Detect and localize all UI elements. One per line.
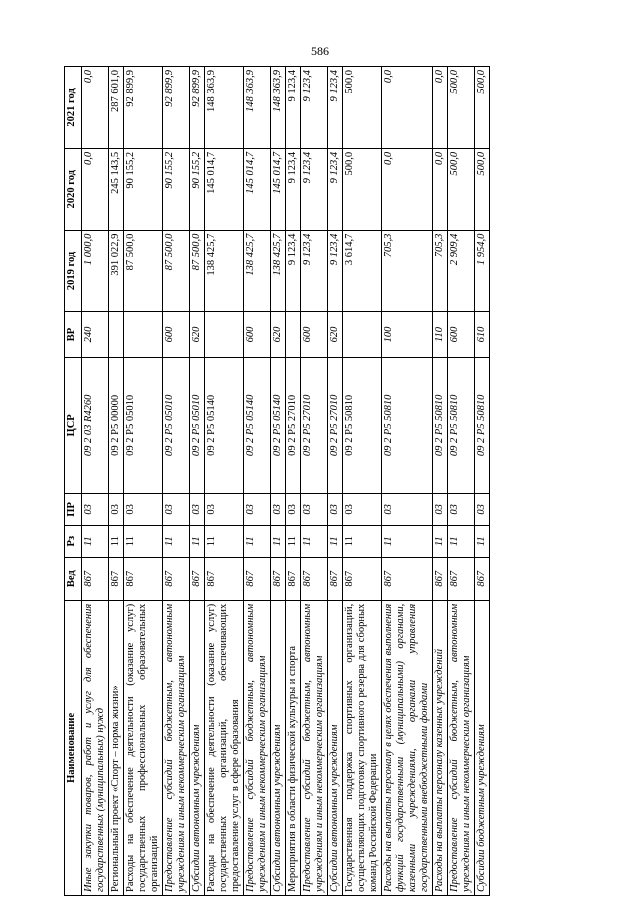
cell-y2021: 9 123,4 — [286, 67, 301, 149]
cell-y2021: 9 123,4 — [328, 67, 343, 149]
cell-rz: 11 — [343, 525, 382, 557]
cell-y2019: 87 500,0 — [124, 230, 163, 312]
table-row — [244, 67, 271, 896]
cell-pr: 03 — [328, 494, 343, 526]
cell-y2021: 287 601,0 — [109, 67, 124, 149]
cell-ved: 867 — [328, 557, 343, 600]
cell-y2019: 705,3 — [382, 230, 433, 312]
cell-vr: 620 — [328, 312, 343, 357]
cell-csr: 09 2 P5 00000 — [109, 357, 124, 493]
cell-vr — [205, 312, 244, 357]
header-vr: ВР — [65, 312, 82, 357]
cell-vr: 620 — [271, 312, 286, 357]
cell-y2020: 0,0 — [382, 148, 433, 230]
cell-pr: 03 — [475, 494, 490, 526]
cell-ved: 867 — [82, 557, 109, 600]
cell-y2019: 1 954,0 — [475, 230, 490, 312]
cell-rz: 11 — [301, 525, 328, 557]
cell-rz: 11 — [448, 525, 475, 557]
cell-csr: 09 2 P5 05010 — [124, 357, 163, 493]
table-row — [205, 67, 244, 896]
cell-y2020: 9 123,4 — [286, 148, 301, 230]
cell-rz: 11 — [124, 525, 163, 557]
cell-vr: 240 — [82, 312, 109, 357]
cell-name: Субсидии автономным учреждениям — [271, 600, 286, 895]
table-row — [343, 67, 382, 896]
cell-pr: 03 — [109, 494, 124, 526]
cell-pr: 03 — [190, 494, 205, 526]
cell-pr: 03 — [433, 494, 448, 526]
cell-name: Предоставление субсидий бюджетным, автономным учреждениям и иным некоммерческим организациям — [301, 600, 328, 895]
cell-y2021: 0,0 — [382, 67, 433, 149]
cell-y2020: 0,0 — [82, 148, 109, 230]
cell-y2019: 9 123,4 — [301, 230, 328, 312]
header-2020: 2020 год — [65, 148, 82, 230]
cell-y2020: 145 014,7 — [244, 148, 271, 230]
header-pr: ПР — [65, 494, 82, 526]
cell-y2021: 148 363,9 — [205, 67, 244, 149]
table-row — [124, 67, 163, 896]
cell-y2019: 705,3 — [433, 230, 448, 312]
cell-name: Предоставление субсидий бюджетным, автономным учреждениям и иным некоммерческим организациям — [448, 600, 475, 895]
header-ved: Вед — [65, 557, 82, 600]
table-row — [82, 67, 109, 896]
cell-ved: 867 — [205, 557, 244, 600]
header-2021: 2021 год — [65, 67, 82, 149]
cell-name: Расходы на выплаты персоналу в целях обеспечения выполнения функций государственными (муниципальными) органами, казенными учреждениями, органами управления государственными внебюджетными фондами — [382, 600, 433, 895]
header-2019: 2019 год — [65, 230, 82, 312]
cell-name: Предоставление субсидий бюджетным, автономным учреждениям и иным некоммерческим организациям — [244, 600, 271, 895]
cell-y2019: 87 500,0 — [190, 230, 205, 312]
cell-y2020: 500,0 — [448, 148, 475, 230]
table-row — [109, 67, 124, 896]
cell-ved: 867 — [448, 557, 475, 600]
cell-ved: 867 — [244, 557, 271, 600]
cell-y2019: 87 500,0 — [163, 230, 190, 312]
cell-pr: 03 — [343, 494, 382, 526]
cell-csr: 09 2 P5 50810 — [448, 357, 475, 493]
cell-rz: 11 — [271, 525, 286, 557]
cell-y2020: 245 143,5 — [109, 148, 124, 230]
cell-name: Субсидии автономным учреждениям — [190, 600, 205, 895]
cell-pr: 03 — [205, 494, 244, 526]
cell-csr: 09 2 P5 05140 — [205, 357, 244, 493]
rotated-table-wrapper — [64, 66, 569, 896]
cell-pr: 03 — [271, 494, 286, 526]
cell-y2021: 92 899,9 — [190, 67, 205, 149]
cell-y2020: 9 123,4 — [301, 148, 328, 230]
cell-y2020: 9 123,4 — [328, 148, 343, 230]
table-header-row — [65, 67, 82, 896]
cell-vr: 610 — [475, 312, 490, 357]
cell-csr: 09 2 03 R4260 — [82, 357, 109, 493]
header-csr: ЦСР — [65, 357, 82, 493]
cell-rz: 11 — [190, 525, 205, 557]
cell-ved: 867 — [271, 557, 286, 600]
budget-table — [64, 66, 490, 896]
cell-y2019: 138 425,7 — [205, 230, 244, 312]
cell-pr: 03 — [382, 494, 433, 526]
cell-name: Мероприятия в области физической культуры и спорта — [286, 600, 301, 895]
cell-y2020: 90 155,2 — [163, 148, 190, 230]
cell-name: Региональный проект «Спорт – норма жизни» — [109, 600, 124, 895]
cell-y2020: 90 155,2 — [190, 148, 205, 230]
cell-rz: 11 — [244, 525, 271, 557]
cell-vr — [124, 312, 163, 357]
header-name: Наименование — [65, 600, 82, 895]
table-body — [82, 67, 490, 896]
table-row — [433, 67, 448, 896]
cell-csr: 09 2 P5 27010 — [328, 357, 343, 493]
cell-vr: 620 — [190, 312, 205, 357]
cell-y2019: 391 022,9 — [109, 230, 124, 312]
header-rz: Рз — [65, 525, 82, 557]
cell-rz: 11 — [328, 525, 343, 557]
cell-csr: 09 2 P5 27010 — [301, 357, 328, 493]
table-row — [328, 67, 343, 896]
cell-y2019: 3 614,7 — [343, 230, 382, 312]
cell-csr: 09 2 P5 50810 — [343, 357, 382, 493]
cell-y2019: 1 000,0 — [82, 230, 109, 312]
cell-csr: 09 2 P5 27010 — [286, 357, 301, 493]
cell-y2020: 500,0 — [343, 148, 382, 230]
cell-csr: 09 2 P5 05140 — [271, 357, 286, 493]
cell-name: Субсидии бюджетным учреждениям — [475, 600, 490, 895]
cell-csr: 09 2 P5 05010 — [163, 357, 190, 493]
cell-y2021: 148 363,9 — [244, 67, 271, 149]
cell-y2021: 148 363,9 — [271, 67, 286, 149]
cell-y2021: 92 899,9 — [163, 67, 190, 149]
cell-pr: 03 — [286, 494, 301, 526]
cell-ved: 867 — [475, 557, 490, 600]
cell-vr: 600 — [448, 312, 475, 357]
table-row — [286, 67, 301, 896]
cell-y2021: 500,0 — [448, 67, 475, 149]
cell-ved: 867 — [124, 557, 163, 600]
table-row — [163, 67, 190, 896]
cell-y2021: 0,0 — [82, 67, 109, 149]
table-row — [382, 67, 433, 896]
cell-rz: 11 — [382, 525, 433, 557]
cell-rz: 11 — [433, 525, 448, 557]
cell-vr: 600 — [301, 312, 328, 357]
cell-y2021: 500,0 — [475, 67, 490, 149]
cell-y2020: 145 014,7 — [271, 148, 286, 230]
cell-ved: 867 — [343, 557, 382, 600]
cell-ved: 867 — [109, 557, 124, 600]
cell-ved: 867 — [286, 557, 301, 600]
cell-vr — [109, 312, 124, 357]
cell-y2019: 2 909,4 — [448, 230, 475, 312]
cell-pr: 03 — [244, 494, 271, 526]
cell-vr: 100 — [382, 312, 433, 357]
cell-csr: 09 2 P5 50810 — [382, 357, 433, 493]
cell-y2020: 0,0 — [433, 148, 448, 230]
cell-y2020: 500,0 — [475, 148, 490, 230]
cell-y2019: 138 425,7 — [271, 230, 286, 312]
cell-vr — [286, 312, 301, 357]
cell-vr: 600 — [244, 312, 271, 357]
cell-y2021: 500,0 — [343, 67, 382, 149]
table-row — [271, 67, 286, 896]
table-row — [448, 67, 475, 896]
cell-name: Иные закупки товаров, работ и услуг для обеспечения государственных (муниципальных) нужд — [82, 600, 109, 895]
cell-pr: 03 — [163, 494, 190, 526]
cell-pr: 03 — [301, 494, 328, 526]
cell-csr: 09 2 P5 50810 — [475, 357, 490, 493]
cell-name: Расходы на обеспечение деятельности (оказание услуг) государственных профессиональных образовательных организаций — [124, 600, 163, 895]
cell-rz: 11 — [286, 525, 301, 557]
cell-csr: 09 2 P5 05140 — [244, 357, 271, 493]
cell-csr: 09 2 P5 50810 — [433, 357, 448, 493]
cell-rz: 11 — [205, 525, 244, 557]
table-row — [301, 67, 328, 896]
cell-y2021: 9 123,4 — [301, 67, 328, 149]
cell-pr: 03 — [124, 494, 163, 526]
cell-ved: 867 — [190, 557, 205, 600]
cell-y2019: 138 425,7 — [244, 230, 271, 312]
cell-ved: 867 — [163, 557, 190, 600]
cell-ved: 867 — [301, 557, 328, 600]
cell-vr: 110 — [433, 312, 448, 357]
cell-name: Предоставление субсидий бюджетным, автономным учреждениям и иным некоммерческим организациям — [163, 600, 190, 895]
cell-ved: 867 — [433, 557, 448, 600]
cell-name: Расходы на обеспечение деятельности (оказание услуг) государственных организаций, обеспечивающих предоставление услуг в сфере образования — [205, 600, 244, 895]
cell-name: Расходы на выплаты персоналу казенных учреждений — [433, 600, 448, 895]
cell-y2021: 0,0 — [433, 67, 448, 149]
table-row — [475, 67, 490, 896]
cell-vr — [343, 312, 382, 357]
cell-vr: 600 — [163, 312, 190, 357]
cell-y2020: 90 155,2 — [124, 148, 163, 230]
cell-csr: 09 2 P5 05010 — [190, 357, 205, 493]
cell-pr: 03 — [82, 494, 109, 526]
cell-rz: 11 — [163, 525, 190, 557]
cell-name: Государственная поддержка спортивных организаций, осуществляющих подготовку спортивного резерва для сборных команд Российской Федерации — [343, 600, 382, 895]
cell-rz: 11 — [475, 525, 490, 557]
cell-y2021: 92 899,9 — [124, 67, 163, 149]
cell-rz: 11 — [82, 525, 109, 557]
page-number: 586 — [311, 44, 329, 58]
cell-y2019: 9 123,4 — [286, 230, 301, 312]
cell-ved: 867 — [382, 557, 433, 600]
cell-rz: 11 — [109, 525, 124, 557]
cell-name: Субсидии автономным учреждениям — [328, 600, 343, 895]
cell-y2020: 145 014,7 — [205, 148, 244, 230]
cell-y2019: 9 123,4 — [328, 230, 343, 312]
cell-pr: 03 — [448, 494, 475, 526]
table-row — [190, 67, 205, 896]
